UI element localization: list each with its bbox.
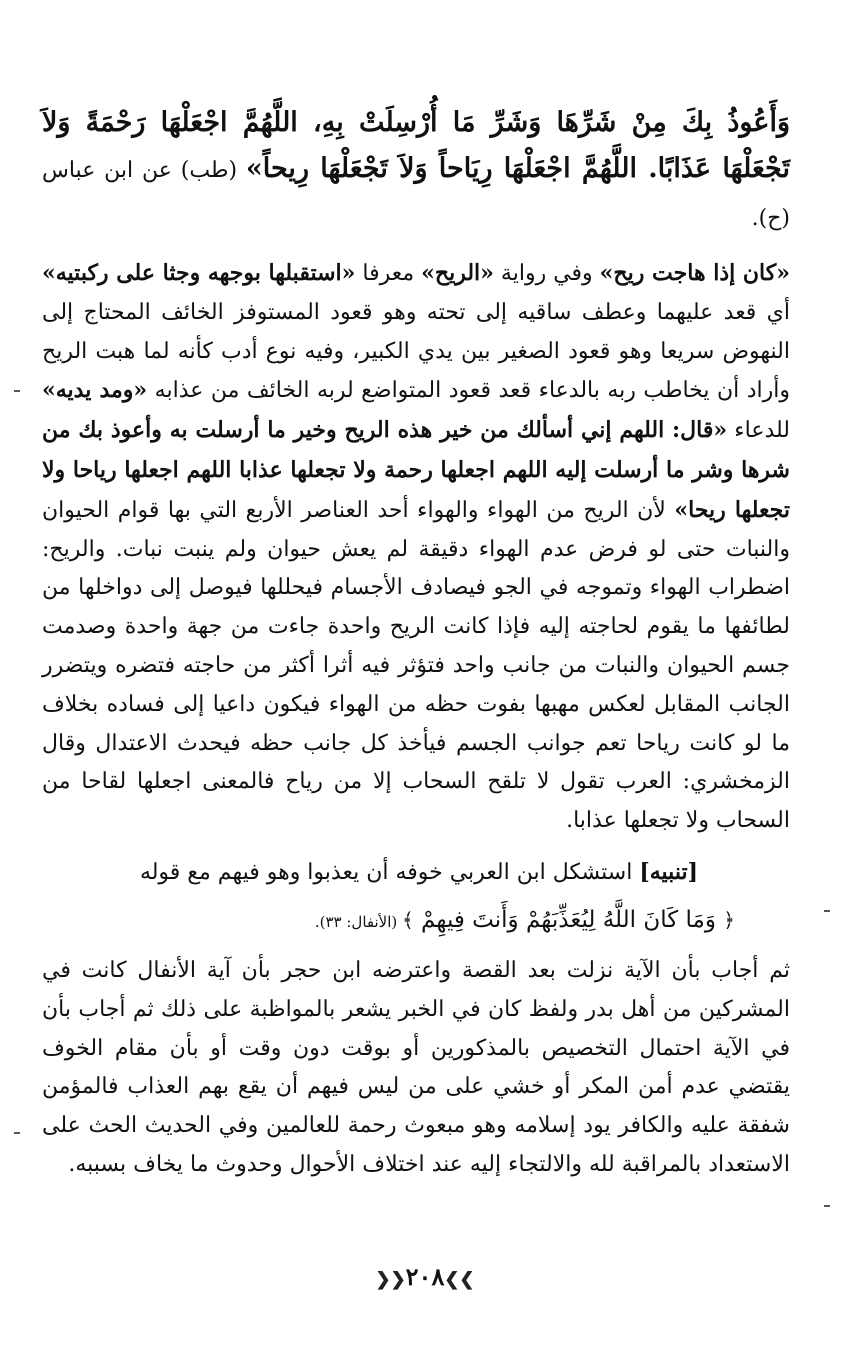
commentary-text: أي قعد عليهما وعطف ساقيه إلى تحته وهو قعود المستوفز الخائف المحتاج إلى النهوض سريعا وهو قعود الصغير بين يدي الكبير، وفيه نوع أدب كأنه لما هبت الريح وأراد أن يخاطب ربه بالدعاء قعد قعود المتواضع لربه الخائف من عذابه bbox=[42, 299, 790, 404]
margin-mark bbox=[14, 390, 20, 392]
commentary-text: لأن الريح من الهواء والهواء أحد العناصر الأربع التي بها قوام الحيوان والنبات حتى لو فرض عدم الهواء دقيقة لم يعش حيوان ولم ينبت نبات. والريح: اضطراب الهواء وتموجه في الجو فيصادف الأجسام فيحللها فيوصل إلى دواخلها من لطائفها ما يقوم لحاجته إليه فإذا كانت الريح واحدة جاءت من جهة واحدة وصدمت جسم الحيوان والنبات من جانب واحد فتؤثر فيه أثرا أكثر من حاجته فتضره ويتضرر الجانب المقابل لعكس مهبها بفوت حظه من الهواء فيكون داعيا إلى فساده بخلاف ما لو كانت رياحا تعم جوانب الجسم فيأخذ كل جانب حظه فيحدث الاعتدال وقال الزمخشري: العرب تقول لا تلقح السحاب إلا من رياح فالمعنى اجعلها لقاحا من السحاب ولا تجعلها عذابا. bbox=[42, 497, 790, 834]
note-line bbox=[42, 853, 790, 892]
commentary-text: وفي رواية bbox=[493, 261, 600, 286]
quran-verse bbox=[42, 898, 790, 944]
quran-open-brace: ﴿ bbox=[723, 907, 735, 932]
margin-mark bbox=[824, 910, 830, 912]
quran-verse-text: وَمَا كَانَ اللَّهُ لِيُعَذِّبَهُمْ وَأَنتَ فِيهِمْ bbox=[413, 906, 724, 933]
commentary-bold: «قال: اللهم إني أسألك من خير هذه الريح وخير ما أرسلت به وأعوذ بك من شرها وشر ما أرسلت إليه اللهم اجعلها رحمة ولا تجعلها عذابا اللهم اجعلها رياحا ولا تجعلها ريحا» bbox=[42, 417, 790, 523]
commentary-text: معرفا bbox=[355, 261, 422, 286]
note-label: [تنبيه] bbox=[639, 858, 698, 885]
answer-paragraph bbox=[42, 952, 790, 1185]
quran-reference: (الأنفال: ٣٣). bbox=[314, 912, 402, 931]
margin-mark bbox=[14, 1132, 20, 1134]
page-number bbox=[0, 1262, 850, 1291]
commentary-bold: «الريح» bbox=[421, 260, 494, 286]
page-number-value: ٢٠٨ bbox=[405, 1262, 445, 1291]
hadith-text bbox=[42, 100, 790, 242]
commentary-bold: «كان إذا هاجت ريح» bbox=[599, 260, 790, 286]
hadith-source: (طب) عن ابن عباس (ح). bbox=[42, 158, 790, 231]
hadith-end: وَأَعُوذُ بِكَ مِنْ شَرِّهَا وَشَرِّ مَا أُرْسِلَتْ بِهِ، اللَّهُمَّ اجْعَلْهَا رَحْمَةً وَلاَ تَجْعَلْهَا عَذَابًا. اللَّهُمَّ اجْعَلْهَا رِيَاحاً وَلاَ تَجْعَلْهَا رِيحاً» bbox=[42, 107, 790, 184]
answer-text: ثم أجاب بأن الآية نزلت بعد القصة واعترضه ابن حجر بأن آية الأنفال كانت في المشركين من أهل بدر ولفظ كان في الخبر يشعر بالمواظبة على ذلك ثم أجاب بأن في الآية احتمال التخصيص بالمذكورين أو بوقت دون وقت أو بأن مقام الخوف يقتضي عدم أمن المكر أو خشي على من ليس فيهم أن يقع بهم العذاب فالمؤمن شفقة عليه والكافر يود إسلامه وهو مبعوث رحمة للعالمين وفي الحديث الحث على الاستعداد بالمراقبة لله والالتجاء إليه عند اختلاف الأحوال وحدوث ما يخاف بسببه. bbox=[42, 957, 790, 1177]
note-text: استشكل ابن العربي خوفه أن يعذبوا وهو فيهم مع قوله bbox=[139, 859, 640, 885]
commentary-paragraph bbox=[42, 254, 790, 841]
ornament-right: ❯❯ bbox=[444, 1269, 475, 1290]
page-body bbox=[42, 100, 790, 1197]
margin-mark bbox=[824, 1205, 830, 1207]
quran-close-brace: ﴾ bbox=[402, 907, 414, 932]
ornament-left: ❮❮ bbox=[375, 1269, 406, 1290]
commentary-bold: «استقبلها بوجهه وجثا على ركبتيه» bbox=[42, 260, 356, 286]
commentary-bold: «ومد يديه» bbox=[42, 377, 148, 404]
commentary-text: للدعاء bbox=[727, 418, 791, 444]
